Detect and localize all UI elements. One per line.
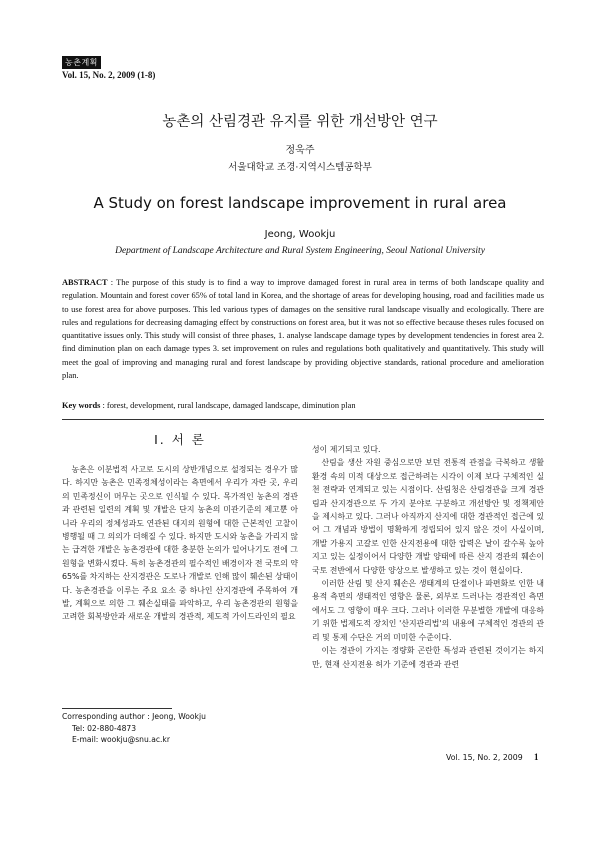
- keywords-text: : forest, development, rural landscape, damaged landscape, diminution plan: [100, 401, 356, 410]
- corresponding-author-note: [62, 711, 206, 746]
- body-paragraph: 농촌은 이분법적 사고로 도시의 상반개념으로 설정되는 경우가 많다. 하지만 농촌은 민족정체성이라는 측면에서 우리가 자란 곳, 우리의 민족정신이 머무는 곳으로 인식될 수 있다. 목가적인 농촌의 경관과 관련된 일련의 계획 및 개발은 단지 농촌의 미관기준의 제고뿐 아니라 우리의 정체성과도 연관된 대지의 원형에 대한 근본적인 고찰이 병행될 때 그 의의가 더해질 수 있다. 하지만 도시와 농촌을 가리지 않는 급격한 개발은 농촌경관에 대한 충분한 논의가 일어나기도 전에 그 원형을 변화시켰다. 특히 농촌경관의 필수적인 배경이자 전 국토의 약 65%를 차지하는 산지경관은 도로나 개발로 인해 많이 훼손된 상태이다. 농촌경관을 이루는 주요 요소 중 하나인 산지경관에 주목하여 개발, 계획으로 의한 그 훼손실태를 파악하고, 우리 농촌경관의 원형을 고려한 회복방안과 새로운 개발의 경관적, 제도적 가이드라인의 필요: [62, 465, 298, 622]
- page-number: 1: [534, 752, 539, 762]
- footnote-tel: Tel: 02-880-4873: [72, 723, 137, 733]
- body-paragraph: 이는 경관이 가지는 정량화 곤란한 특성과 관련된 것이기는 하지만, 현재 산지전용 허가 기준에 경관과 관련: [312, 646, 544, 669]
- footnote-email: E-mail: wookju@snu.ac.kr: [72, 735, 170, 744]
- affiliation-english: Department of Landscape Architecture and Rural System Engineering, Seoul National University: [115, 246, 485, 256]
- abstract-text: : The purpose of this study is to find a way to improve damaged forest in rural area in terms of both landscape quality and regulation. Mountain and forest cover 65% of total land in Korea, and the shortage of areas for developing housing, road and facilities made us to use forest area for above purposes. This led various types of damages on the sensitive rural landscape visually and ecologically. There are rules and regulations for decreasing damaging effect by constructions on forest area, but it was not so effective because theses rules focused on quantitative issues only. This study will consist of three phases, 1. analyse landscape damage types by development tendencies in forest area 2. find diminution plan on each damage types 3. set improvement on rules and regulations both qualitatively and quantitatively. This study will meet the goal of improving and managing rural and forest landscape by providing objective standards, rational procedure and amelioration plan.: [62, 278, 544, 381]
- right-column: [312, 443, 544, 743]
- section-divider: [62, 419, 544, 420]
- footnote-divider: [62, 708, 172, 709]
- body-paragraph: 산림을 생산 자원 중심으로만 보던 전통적 관점을 극복하고 생활환경 속의 미적 대상으로 접근하려는 시각이 이제 보다 구체적인 실천 전략과 연계되고 있는 시점이다. 산림청은 산림경관을 크게 경관림과 산지경관으로 두 가지 분야로 구분하고 개선방안 및 정책제안을 제시하고 있다. 그러나 아직까지 산지에 대한 경관적인 접근에 있어 그 개념과 방법이 명확하게 정립되어 있지 않은 것이 사실이며, 개발 가용지 고갈로 인한 산지전용에 대한 압력은 날이 갈수록 높아지고 있는 실정이어서 다양한 개발 양태에 따른 산지 경관의 훼손이 국토 전반에서 다양한 양상으로 발생하고 있는 것이 현실이다.: [312, 458, 544, 575]
- volume-line: Vol. 15, No. 2, 2009 (1-8): [62, 70, 156, 80]
- keywords: [62, 401, 544, 410]
- footer-journal-info: Vol. 15, No. 2, 2009: [446, 753, 523, 762]
- journal-tag: 농촌계획: [62, 56, 101, 69]
- affiliation-korean: 서울대학교 조경·지역시스템공학부: [228, 162, 372, 173]
- abstract-label: ABSTRACT: [62, 278, 108, 287]
- author-english: Jeong, Wookju: [264, 229, 336, 240]
- body-paragraph: 성이 제기되고 있다.: [312, 445, 381, 454]
- title-korean: 농촌의 산림경관 유지를 위한 개선방안 연구: [162, 114, 438, 130]
- body-paragraph: 이러한 산림 및 산지 훼손은 생태계의 단절이나 파편화로 인한 내용적 측면의 생태적인 영향은 물론, 외부로 드러나는 경관적인 측면에서도 그 영향이 매우 크다. 그러나 이러한 무분별한 개발에 대응하기 위한 법제도적 장치인 '산지관리법'의 내용에 구체적인 경관의 관리 및 통제 수단은 거의 미미한 수준이다.: [312, 579, 544, 642]
- abstract: [62, 276, 544, 382]
- keywords-label: Key words: [62, 401, 101, 410]
- left-column: [62, 431, 298, 701]
- author-korean: 정욱주: [285, 145, 315, 156]
- section-heading: Ⅰ. 서 론: [154, 432, 206, 447]
- footnote-author: Corresponding author : Jeong, Wookju: [62, 712, 206, 721]
- title-english: A Study on forest landscape improvement in rural area: [93, 194, 507, 212]
